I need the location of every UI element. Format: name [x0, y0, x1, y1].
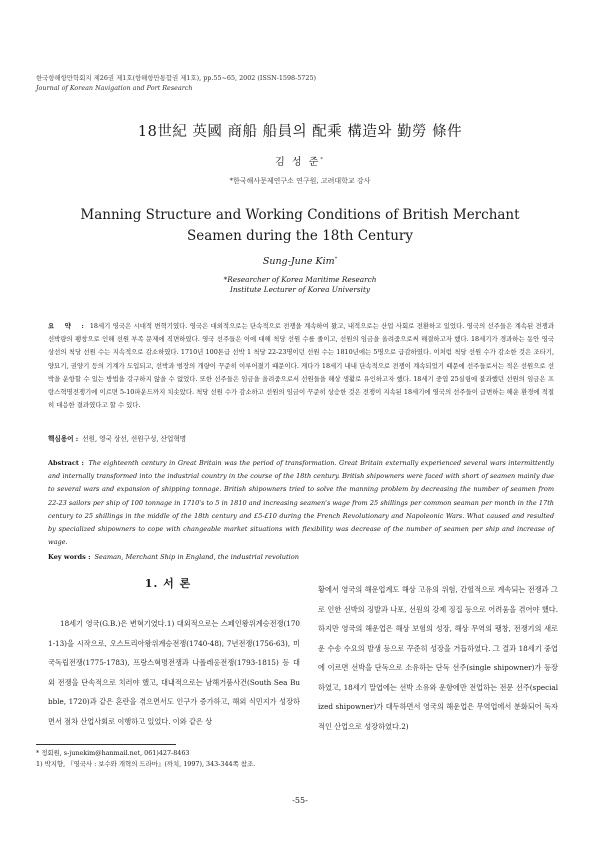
keywords-ko [48, 433, 554, 443]
body-paragraph-left: 18세기 영국(G.B.)은 변혁기였다.1) 대외적으로는 스페인왕위계승전쟁(1701-13)을 시작으로, 오스트리아왕위계승전쟁(1740-48), 7년전쟁(1756-63), 미국독립전쟁(1775-1783), 프랑스혁명전쟁과 나폴레옹전쟁(1793-1815) 등 대외 전쟁을 단속적으로 치러야 했고, 대내적으로는 남해거품사건(South Sea Bubble, 1720)과 같은 혼란을 겪으면서도 인구가 증가하고, 해외 식민지가 성장하면서 점차 산업사회로 이행하고 있었다. 이와 같은 상 [48, 619, 300, 726]
paper-title-ko: 18世紀 英國 商船 船員의 配乘 構造와 勤勞 條件 [137, 124, 463, 140]
keywords-ko-label: 핵심용어 : [48, 435, 79, 443]
section-title: 1. 서 론 [144, 577, 192, 590]
journal-header-ko: 한국항해항만학회지 제26권 제1호(항해항만통합권 제1호), pp.55~65, 2002 (ISSN-1598-5725) [36, 74, 317, 82]
page-number: -55- [292, 796, 308, 805]
paper-title-en-line1: Manning Structure and Working Conditions of British Merchant [80, 207, 520, 223]
affiliation-en [0, 275, 600, 295]
author-ko-mark: * [320, 156, 325, 163]
author-ko-name: 김 성 준 [275, 157, 321, 168]
abstract-en-label: Abstract : [48, 459, 84, 467]
abstract-en-text: The eighteenth century in Great Britain was the period of transformation. Great Britain externally experienced several wars intermittently and internally transformed into the industrial country in the course of the 18th century. British shipowners were faced with short of seamen mainly due to several wars and expansion of shipping tonnage. British shipowners tried to solve the manning problem by decreasing the number of seamen from 22-23 sailors per ship of 100 tonnage in 1710's to 5 in 1810 and increasing seamen's wage from 25 shillings per common seaman per month in the 17th century to 25 shillings in the middle of the 18th century and £5-£10 during the French Revolutionary and Napoleonic Wars. What caused and resulted by specialized shipowners to cope with changeable market situations with flexibility was decrease of the number of seamen per ship and increase of wage. [48, 459, 554, 547]
keywords-ko-text: 선원, 영국 상선, 선원구성, 산업혁명 [82, 435, 187, 443]
body-column-left [48, 614, 300, 731]
keywords-en-label: Key words : [48, 553, 91, 561]
abstract-ko-label: 요 약 : [48, 322, 88, 330]
paper-title-en [0, 205, 600, 247]
body-paragraph-right: 황에서 영국의 해운업계도 해상 고유의 위험, 간헐적으로 계속되는 전쟁과 그로 인한 선박의 징발과 나포, 선원의 강제 징집 등으로 어려움을 겪어야 했다. 하지만 영국의 해운업은 해상 보험의 성장, 해상 무역의 팽창, 전쟁기의 새로운 수송 수요의 발생 등으로 꾸준히 성장을 거듭하였다. 그 결과 18세기 중엽에 이르면 선박을 단독으로 소유하는 단독 선주(single shipowner)가 등장하였고, 18세기 말엽에는 선박 소유와 운항에만 전업하는 전문 선주(specialized shipowner)가 대두하면서 영국의 해운업은 무역업에서 분화되어 독자적인 산업으로 성장하였다.2) [318, 585, 558, 731]
abstract-en [48, 457, 554, 549]
abstract-ko-text: 18세기 영국은 시대적 변혁기였다. 영국은 대외적으로는 단속적으로 전쟁을 계속하여 왔고, 내적으로는 산업 사회로 전환하고 있었다. 영국의 선주들은 계속된 전쟁과 선박량의 팽창으로 인해 선원 부족 문제에 직면하였다. 영국 선주들은 이에 대해 척당 선원 수를 줄이고, 선원의 임금을 올려줌으로써 해결하고자 했다. 18세기가 경과하는 동안 영국 상선의 척당 선원 수는 지속적으로 감소하였다. 1710년 100톤급 선박 1 척당 22-23명이던 선원 수는 1810년에는 5명으로 급감하였다. 이처럼 척당 선원 수가 감소한 것은 조타기, 양묘기, 권양기 등의 기계가 도입되고, 선박과 범장의 개량이 꾸준히 이루어졌기 때문이다. 게다가 18세기 내내 단속적으로 전쟁이 계속되었기 때문에 선주들로서는 적은 선원으로 선박을 운항할 수 있는 방법을 강구하지 않을 수 없었다. 또한 선주들은 임금을 올려줌으로서 선원들을 해상 생활로 유인하고자 했다. 18세기 중엽 25실링에 불과했던 선원의 임금은 프랑스혁명전쟁기에 이르면 5-10파운드까지 치솟았다. 척당 선원 수가 감소하고 선원의 임금이 꾸준히 상승한 것은 전쟁이 지속된 18세기에 영국의 선주들이 급변하는 해운 환경에 적절히 대응한 결과였다고 할 수 있다. [48, 322, 555, 410]
abstract-ko [48, 320, 554, 412]
footnote-reference: 1) 박지향, 『영국사 : 보수와 개혁의 드라마』(까치, 1997), 343-344쪽 참조. [36, 760, 256, 768]
footnote-contact: * 정회원, s-junekim@hanmail.net, 061)427-8463 [36, 749, 190, 757]
keywords-en [48, 553, 554, 561]
footnote-divider [36, 744, 176, 745]
author-en-mark: * [334, 255, 338, 262]
paper-title-en-line2: Seamen during the 18th Century [187, 228, 413, 244]
author-en [0, 256, 600, 267]
author-en-name: Sung-June Kim [262, 256, 335, 267]
journal-header [36, 73, 316, 93]
body-column-right [318, 580, 558, 736]
affiliation-en-line2: Institute Lecturer of Korea University [229, 285, 371, 294]
author-ko [0, 153, 600, 168]
affiliation-en-line1: *Researcher of Korea Maritime Research [223, 275, 377, 284]
affiliation-ko: *한국해사문제연구소 연구원, 고려대학교 강사 [229, 177, 371, 185]
journal-header-en: Journal of Korean Navigation and Port Research [36, 84, 193, 92]
keywords-en-text: Seaman, Merchant Ship in England, the industrial revolution [94, 553, 300, 561]
